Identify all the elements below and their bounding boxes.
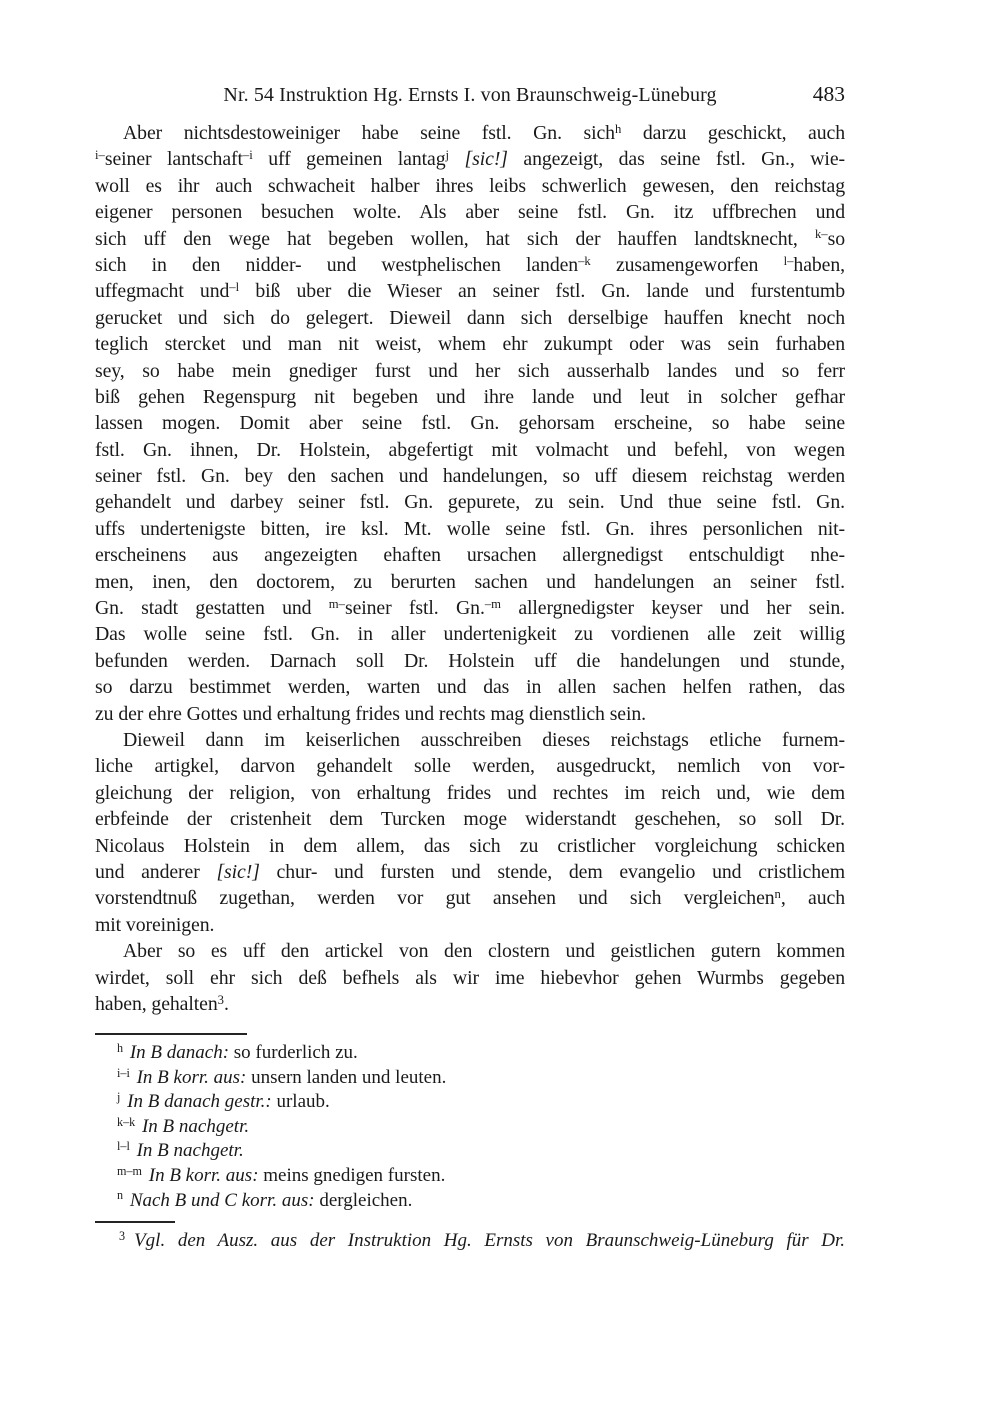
paragraph <box>95 120 845 727</box>
superscript-marker: m–m <box>117 1163 142 1178</box>
text-segment: , auch <box>780 887 845 910</box>
superscript-marker: –k <box>578 253 591 268</box>
text-segment: zusamengeworfen <box>590 253 784 276</box>
text-line <box>95 146 845 172</box>
text-line <box>95 648 845 674</box>
text-segment: urlaub. <box>271 1091 330 1113</box>
running-header-title: Nr. 54 Instruktion Hg. Ernsts I. von Braunschweig-Lüneburg <box>223 84 717 106</box>
apparatus-note <box>95 1164 845 1189</box>
text-line <box>95 173 845 199</box>
text-line <box>95 463 845 489</box>
text-segment: gerucket und sich do gelegert. Dieweil dann sich derselbige hauffen knecht noch <box>95 306 845 329</box>
superscript-marker: m– <box>328 596 345 611</box>
text-segment <box>449 148 465 170</box>
text-segment: wirdet, soll ehr sich deß befhels als wir ime hiebevhor gehen Wurmbs gegeben <box>95 966 845 989</box>
text-line <box>95 305 845 331</box>
italic-segment: In B nachgetr. <box>136 1140 244 1162</box>
text-line <box>95 226 845 252</box>
text-segment: seiner lantschaft <box>104 148 243 171</box>
page-number: 483 <box>812 82 845 106</box>
text-segment: mit voreinigen. <box>95 913 215 936</box>
apparatus-separator-rule <box>95 1033 247 1035</box>
italic-segment: Nach B und C korr. aus: <box>129 1189 315 1211</box>
apparatus-note <box>95 1189 845 1214</box>
superscript-marker: j <box>445 148 450 163</box>
text-line <box>95 199 845 225</box>
apparatus-note <box>95 1115 845 1140</box>
text-line <box>95 780 845 806</box>
superscript-marker: 3 <box>217 992 224 1007</box>
apparatus-note <box>95 1090 845 1115</box>
text-segment: haben, <box>793 253 845 276</box>
text-line <box>95 621 845 647</box>
text-line <box>95 595 845 621</box>
text-line <box>95 384 845 410</box>
text-line <box>95 410 845 436</box>
text-line <box>95 489 845 515</box>
text-segment: befunden werden. Darnach soll Dr. Holstein uff die handelungen und stunde, <box>95 649 845 672</box>
text-line <box>95 912 845 938</box>
text-line <box>95 569 845 595</box>
paragraph <box>95 727 845 938</box>
text-segment: zu der ehre Gottes und erhaltung frides und rechts mag dienstlich sein. <box>95 702 647 725</box>
text-line <box>95 938 845 964</box>
critical-apparatus <box>95 1041 845 1213</box>
superscript-marker: 3 <box>119 1228 126 1243</box>
text-segment: fstl. Gn. ihnen, Dr. Holstein, abgefertigt mit volmacht und befehl, von wegen <box>95 438 845 461</box>
text-segment: biß gehen Regenspurg nit begeben und ihre lande und leut in solcher gefhar <box>95 385 845 408</box>
superscript-marker: l–l <box>117 1139 130 1154</box>
text-segment: so furderlich zu. <box>229 1042 358 1063</box>
superscript-marker: h <box>614 121 622 136</box>
text-line <box>95 885 845 911</box>
superscript-marker: l– <box>783 253 794 268</box>
apparatus-note <box>95 1066 845 1091</box>
text-line <box>95 358 845 384</box>
text-segment: sich uff den wege hat begeben wollen, hat sich der hauffen landtsknecht, <box>95 227 815 250</box>
superscript-marker: –i <box>242 148 253 163</box>
superscript-marker: k– <box>814 227 828 242</box>
superscript-marker: n <box>117 1188 124 1203</box>
footnote-section <box>95 1228 845 1253</box>
text-segment: vorstendtnuß zugethan, werden vor gut ansehen und sich vergleichen <box>95 887 775 910</box>
text-segment: woll es ihr auch schwacheit halber ihres leibs schwerlich gewesen, den reichstag <box>95 174 845 197</box>
text-line <box>95 991 845 1017</box>
superscript-marker: j <box>117 1090 121 1105</box>
text-line <box>95 674 845 700</box>
text-segment: uff gemeinen lantag <box>252 148 446 171</box>
italic-segment: In B danach gestr.: <box>127 1091 272 1113</box>
text-segment: dergleichen. <box>314 1189 413 1211</box>
paragraph <box>95 938 845 1017</box>
text-segment: erscheinens aus angezeigten ehaften ursachen allergnedigst entschuldigt nhe- <box>95 544 845 567</box>
text-segment: allergnedigster keyser und her sein. <box>501 597 845 620</box>
text-segment: men, inen, den doctorem, zu berurten sachen und handelungen an seiner fstl. <box>95 570 845 593</box>
text-segment: teglich stercket und man nit weist, whem ehr zukumpt oder was sein furhaben <box>95 333 845 356</box>
main-text-block <box>95 120 845 1017</box>
italic-segment: In B nachgetr. <box>141 1115 250 1137</box>
text-segment: Aber so es uff den artickel von den clostern und geistlichen gutern kommen <box>123 940 845 963</box>
text-segment: sich in den nidder- und westphelischen landen <box>95 253 579 276</box>
superscript-marker: –m <box>484 596 501 611</box>
page-header <box>95 84 845 110</box>
footnote-separator-rule <box>95 1221 175 1223</box>
text-segment: liche artigkel, darvon gehandelt solle werden, ausgedruckt, nemlich von vor- <box>95 755 845 778</box>
text-line <box>95 542 845 568</box>
text-segment: Dieweil dann im keiserlichen ausschreiben dieses reichstags etliche furnem- <box>123 728 845 751</box>
superscript-marker: h <box>117 1041 124 1055</box>
text-segment: uffs undertenigste bitten, ire ksl. Mt. wolle seine fstl. Gn. ihres personlichen nit- <box>95 517 845 540</box>
text-segment: biß uber die Wieser an seiner fstl. Gn. lande und furstentumb <box>239 280 845 303</box>
italic-segment: Vgl. den Ausz. aus der Instruktion Hg. Ernsts von Braunschweig-Lüneburg für Dr. <box>134 1230 845 1251</box>
italic-segment: In B korr. aus: <box>136 1066 247 1088</box>
text-segment: so darzu bestimmet werden, warten und das in allen sachen helfen rathen, das <box>95 676 845 699</box>
text-line <box>95 965 845 991</box>
text-segment: seiner fstl. Gn. bey den sachen und handelungen, so uff diesem reichstag werden <box>95 465 845 488</box>
text-line <box>95 859 845 885</box>
footnote <box>95 1228 845 1253</box>
italic-segment: In B danach: <box>129 1042 230 1063</box>
text-line <box>95 833 845 859</box>
text-segment: erbfeinde der cristenheit dem Turcken moge widerstandt geschehen, so soll Dr. <box>95 808 845 831</box>
text-line <box>95 252 845 278</box>
italic-segment: [sic!] <box>464 148 508 171</box>
text-segment: chur- und fursten und stende, dem evangelio und cristlichem <box>259 860 845 883</box>
text-line <box>95 120 845 146</box>
text-segment: uffegmacht und <box>95 280 230 303</box>
text-segment: . <box>223 992 229 1015</box>
superscript-marker: k–k <box>117 1114 136 1129</box>
text-segment: meins gnedigen fursten. <box>258 1164 446 1186</box>
italic-segment: In B korr. aus: <box>148 1164 259 1186</box>
text-segment: gleichung der religion, von erhaltung frides und rechtes im reich und, wie dem <box>95 781 845 804</box>
text-line <box>95 516 845 542</box>
text-segment: lassen mogen. Domit aber seine fstl. Gn. gehorsam erscheine, so habe seine <box>95 412 845 435</box>
text-segment: haben, gehalten <box>95 992 218 1015</box>
apparatus-note <box>95 1139 845 1164</box>
text-segment: unsern landen und leuten. <box>246 1066 447 1088</box>
italic-segment: [sic!] <box>216 860 260 883</box>
text-segment: seiner fstl. Gn. <box>344 597 485 620</box>
superscript-marker: i– <box>95 148 105 163</box>
text-segment: Das wolle seine fstl. Gn. in aller undertenigkeit zu vordienen alle zeit willig <box>95 623 845 646</box>
text-line <box>95 331 845 357</box>
text-segment: Nicolaus Holstein in dem allem, das sich zu cristlicher vorgleichung schicken <box>95 834 845 857</box>
text-segment: Gn. stadt gestatten und <box>95 597 329 620</box>
text-segment: gehandelt und darbey seiner fstl. Gn. gepurete, zu sein. Und thue seine fstl. Gn. <box>95 491 845 514</box>
text-line <box>95 437 845 463</box>
text-line <box>95 806 845 832</box>
text-segment: so <box>827 227 845 250</box>
text-segment: Aber nichtsdestoweiniger habe seine fstl. Gn. sich <box>123 122 615 144</box>
text-segment: darzu geschickt, auch <box>621 122 845 144</box>
text-line <box>95 278 845 304</box>
text-line <box>95 727 845 753</box>
superscript-marker: n <box>774 887 781 901</box>
text-segment: angezeigt, das seine fstl. Gn., wie- <box>507 148 845 171</box>
superscript-marker: i–i <box>117 1065 130 1080</box>
apparatus-note <box>95 1041 845 1066</box>
text-segment: und anderer <box>95 860 217 883</box>
text-line <box>95 701 845 727</box>
text-segment: sey, so habe mein gnediger furst und her sich ausserhalb landes und so ferr <box>95 359 845 382</box>
text-segment: eigener personen besuchen wolte. Als aber seine fstl. Gn. itz uffbrechen und <box>95 201 845 224</box>
superscript-marker: –l <box>229 280 240 295</box>
text-line <box>95 753 845 779</box>
